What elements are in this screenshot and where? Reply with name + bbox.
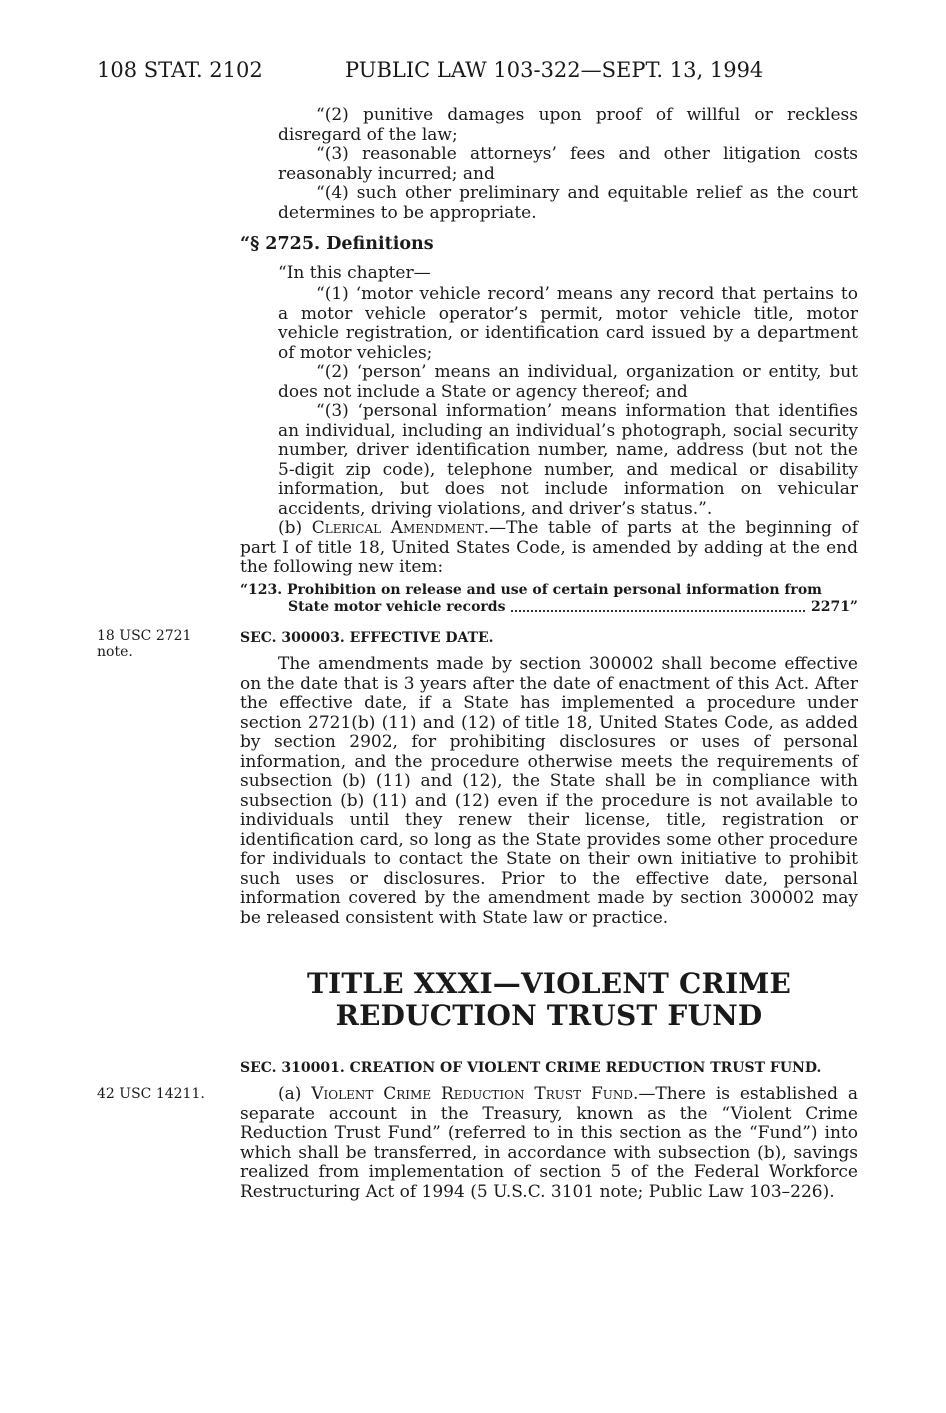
- statute-page-number: 108 STAT. 2102: [97, 58, 263, 82]
- section-310001-subheading: Violent Crime Reduction Trust Fund.: [311, 1084, 639, 1104]
- toc-item-line-2: [240, 599, 858, 616]
- margin-note-line-1: 18 USC 2721: [97, 628, 192, 644]
- margin-note-42-usc-14211: 42 USC 14211.: [97, 1086, 205, 1102]
- margin-note-line-2: note.: [97, 644, 133, 660]
- title-line-1: TITLE XXXI—VIOLENT CRIME: [306, 967, 792, 1000]
- margin-note-18-usc-2721: [97, 628, 191, 660]
- section-300003-body: The amendments made by section 300002 shall become effective on the date that is 3 years after the date of enactment of this Act. After the effective date, if a State has implemented a procedure under section 2721(b) (11) and (12) of title 18, United States Code, as added by section 2902, for prohibiting disclosures or uses of personal information, and the procedure otherwise meets the requirements of subsection (b) (11) and (12), the State shall be in compliance with subsection (b) (11) and (12) even if the procedure is not available to individuals until they renew their license, title, registration or identification card, so long as the State provides some other procedure for individuals to contact the State on their own initiative to prohibit such uses or disclosures. Prior to the effective date, personal information covered by the amendment made by section 300002 may be released consistent with State law or practice.: [240, 654, 858, 928]
- section-300003-heading: SEC. 300003. EFFECTIVE DATE.: [240, 630, 494, 646]
- paragraph-punitive-damages: “(2) punitive damages upon proof of willful or reckless disregard of the law;: [278, 105, 858, 145]
- clerical-amendment-paragraph: [240, 519, 858, 578]
- section-310001-body: [240, 1085, 858, 1202]
- title-xxxi-heading: [240, 968, 858, 1032]
- section-310001-text: —There is established a separate account in the Treasury, known as the “Violent Crime Reduction Trust Fund” (referred to in this section as the “Fund”) into which shall be transferred, in accordance with subsection (b), savings realized from implementation of section 5 of the Federal Workforce Restructuring Act of 1994 (5 U.S.C. 3101 note; Public Law 103–226).: [240, 1084, 858, 1202]
- toc-item-line-1: “123. Prohibition on release and use of certain personal information from: [240, 582, 822, 598]
- public-law-citation: PUBLIC LAW 103-322—SEPT. 13, 1994: [345, 58, 764, 82]
- paragraph-in-this-chapter: “In this chapter—: [278, 263, 431, 283]
- section-2725-heading: “§ 2725. Definitions: [240, 234, 434, 254]
- definition-person: “(2) ‘person’ means an individual, organization or entity, but does not include a State or agency thereof; and: [278, 362, 858, 402]
- table-of-parts-item: [240, 582, 858, 616]
- definition-personal-information: “(3) ‘personal information’ means information that identifies an individual, including an individual’s photograph, social security number, driver identification number, name, address (but not the 5-digit zip code), telephone number, and medical or disability information, but does not include information on vehicular accidents, driving violations, and driver’s status.”.: [278, 401, 858, 519]
- toc-item-page: 2271”: [810, 599, 858, 615]
- paragraph-attorneys-fees: “(3) reasonable attorneys’ fees and other litigation costs reasonably incurred; and: [278, 144, 858, 184]
- paragraph-equitable-relief: “(4) such other preliminary and equitable relief as the court determines to be appropriate.: [278, 183, 858, 223]
- toc-item-entry: State motor vehicle records: [288, 599, 506, 615]
- section-310001-lead: (a): [278, 1084, 312, 1104]
- toc-dot-leader: [511, 599, 805, 612]
- clerical-amendment-text: —The table of parts at the beginning of part I of title 18, United States Code, is amended by adding at the end the following new item:: [240, 518, 858, 577]
- title-line-2: REDUCTION TRUST FUND: [335, 999, 763, 1032]
- clerical-amendment-lead: (b): [278, 518, 312, 538]
- section-310001-heading: SEC. 310001. CREATION OF VIOLENT CRIME REDUCTION TRUST FUND.: [240, 1060, 822, 1076]
- definition-motor-vehicle-record: “(1) ‘motor vehicle record’ means any record that pertains to a motor vehicle operator’s permit, motor vehicle title, motor vehicle registration, or identification card issued by a department of motor vehicles;: [278, 284, 858, 363]
- clerical-amendment-heading: Clerical Amendment.: [311, 518, 490, 538]
